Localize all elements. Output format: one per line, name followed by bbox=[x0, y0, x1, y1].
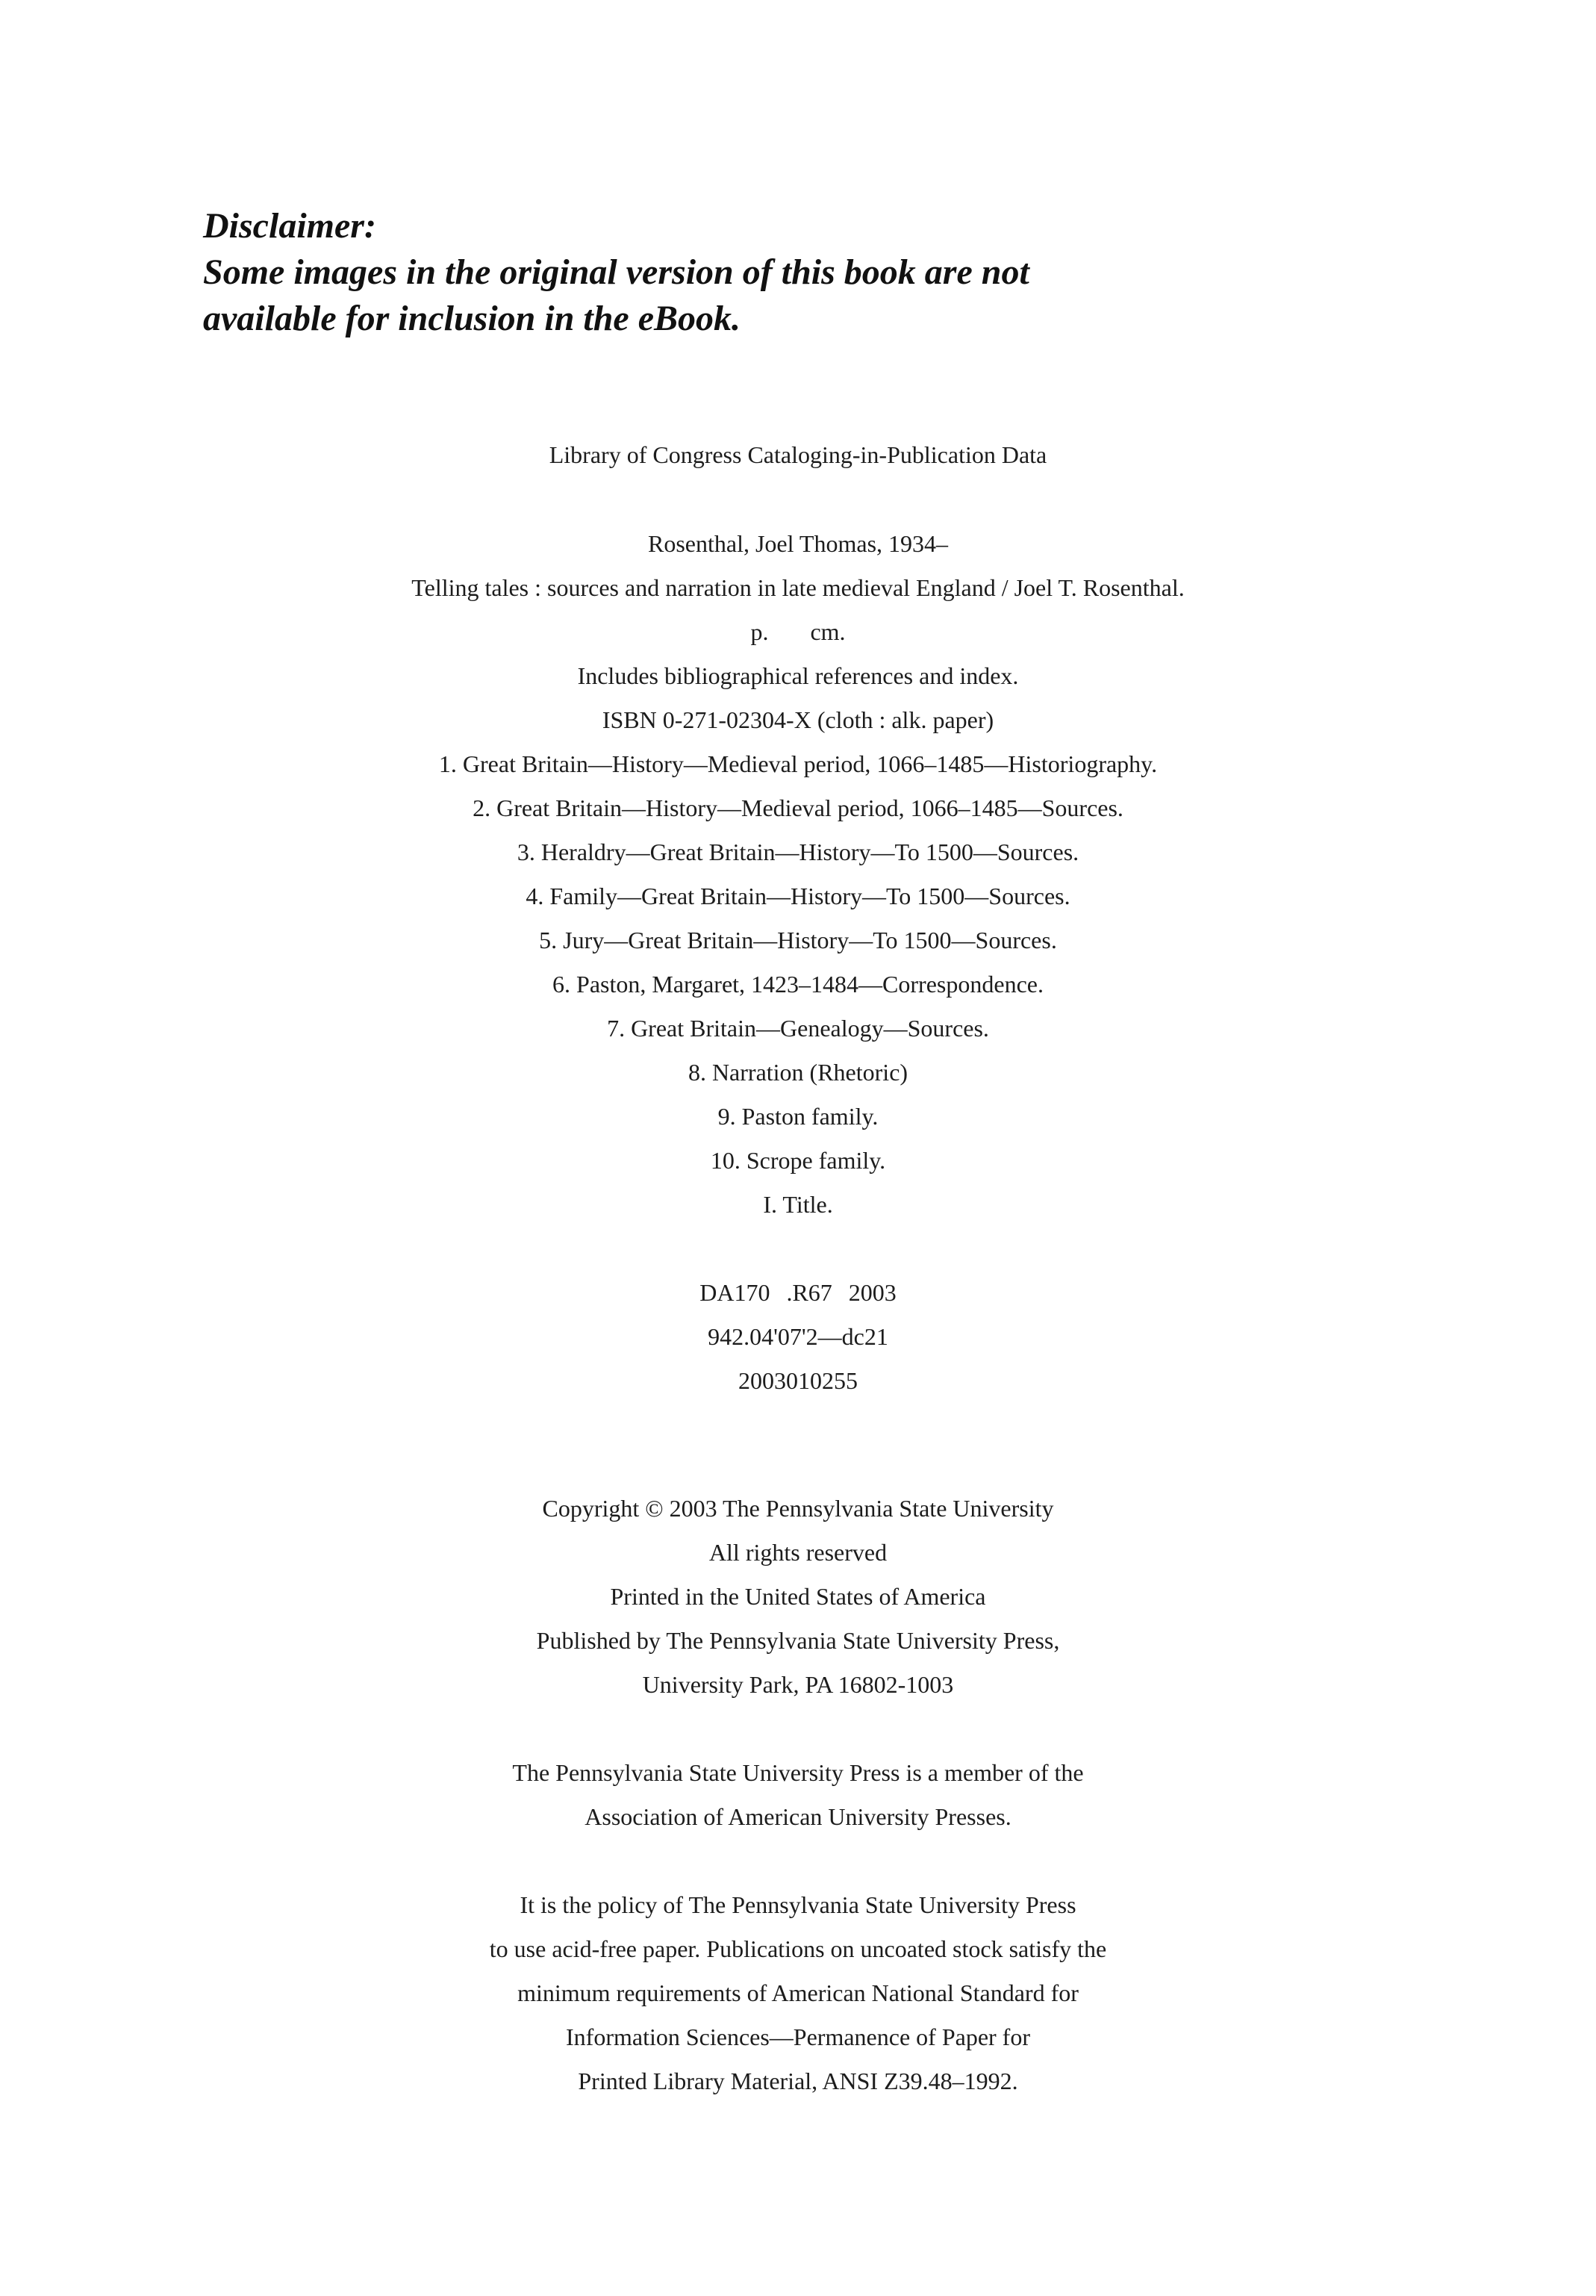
cip-header: Library of Congress Cataloging-in-Publication Data bbox=[549, 441, 1047, 468]
cip-dewey: 942.04'07'2—dc21 bbox=[708, 1323, 888, 1350]
paper-policy-line: Information Sciences—Permanence of Paper for bbox=[566, 2023, 1030, 2050]
cip-subject: 8. Narration (Rhetoric) bbox=[688, 1059, 908, 1086]
cip-subject: 4. Family—Great Britain—History—To 1500—Sources. bbox=[526, 883, 1070, 909]
cip-subject: I. Title. bbox=[763, 1191, 833, 1218]
cip-subject: 7. Great Britain—Genealogy—Sources. bbox=[607, 1015, 989, 1042]
cip-pagination-p: p. bbox=[750, 618, 769, 645]
printed-in-line: Printed in the United States of America bbox=[610, 1583, 986, 1610]
cip-lc-classification bbox=[0, 1277, 1596, 1308]
cip-title: Telling tales : sources and narration in late medieval England / Joel T. Rosenthal. bbox=[411, 574, 1185, 601]
cip-author: Rosenthal, Joel Thomas, 1934– bbox=[647, 530, 949, 557]
paper-policy-line: It is the policy of The Pennsylvania State University Press bbox=[520, 1891, 1076, 1918]
cip-lc-year: 2003 bbox=[848, 1279, 897, 1306]
membership-line: The Pennsylvania State University Press is a member of the bbox=[512, 1759, 1084, 1786]
cip-pagination-cm: cm. bbox=[810, 618, 846, 645]
paper-policy-line: to use acid-free paper. Publications on uncoated stock satisfy the bbox=[489, 1935, 1107, 1962]
copyright-line: Copyright © 2003 The Pennsylvania State University bbox=[542, 1495, 1054, 1522]
cip-subject: 10. Scrope family. bbox=[710, 1147, 886, 1174]
cip-pagination bbox=[0, 616, 1596, 647]
publisher-address-line: University Park, PA 16802-1003 bbox=[642, 1671, 954, 1698]
cip-subject: 3. Heraldry—Great Britain—History—To 1500—Sources. bbox=[517, 839, 1079, 865]
disclaimer-heading: Disclaimer: bbox=[203, 206, 376, 246]
cip-subject: 9. Paston family. bbox=[717, 1103, 879, 1130]
cip-subject: 2. Great Britain—History—Medieval period, 1066–1485—Sources. bbox=[473, 794, 1123, 821]
cip-subject: 6. Paston, Margaret, 1423–1484—Correspondence. bbox=[552, 971, 1044, 998]
cip-lccn: 2003010255 bbox=[738, 1367, 858, 1394]
disclaimer-line-1: Some images in the original version of this book are not bbox=[203, 252, 1029, 292]
membership-line: Association of American University Presses. bbox=[585, 1803, 1011, 1830]
cip-lc-cutter: .R67 bbox=[786, 1279, 832, 1306]
paper-policy-line: Printed Library Material, ANSI Z39.48–1992. bbox=[578, 2068, 1018, 2094]
rights-line: All rights reserved bbox=[708, 1539, 888, 1566]
disclaimer-block bbox=[203, 203, 1472, 342]
cip-subject: 5. Jury—Great Britain—History—To 1500—Sources. bbox=[539, 927, 1057, 953]
disclaimer-line-2: available for inclusion in the eBook. bbox=[203, 299, 741, 338]
publisher-line: Published by The Pennsylvania State University Press, bbox=[536, 1627, 1060, 1654]
paper-policy-line: minimum requirements of American National Standard for bbox=[517, 1979, 1079, 2006]
cip-notes: Includes bibliographical references and index. bbox=[577, 662, 1019, 689]
cip-subject: 1. Great Britain—History—Medieval period, 1066–1485—Historiography. bbox=[438, 750, 1158, 777]
cip-lc-class: DA170 bbox=[699, 1279, 770, 1306]
cip-isbn: ISBN 0-271-02304-X (cloth : alk. paper) bbox=[602, 706, 994, 733]
